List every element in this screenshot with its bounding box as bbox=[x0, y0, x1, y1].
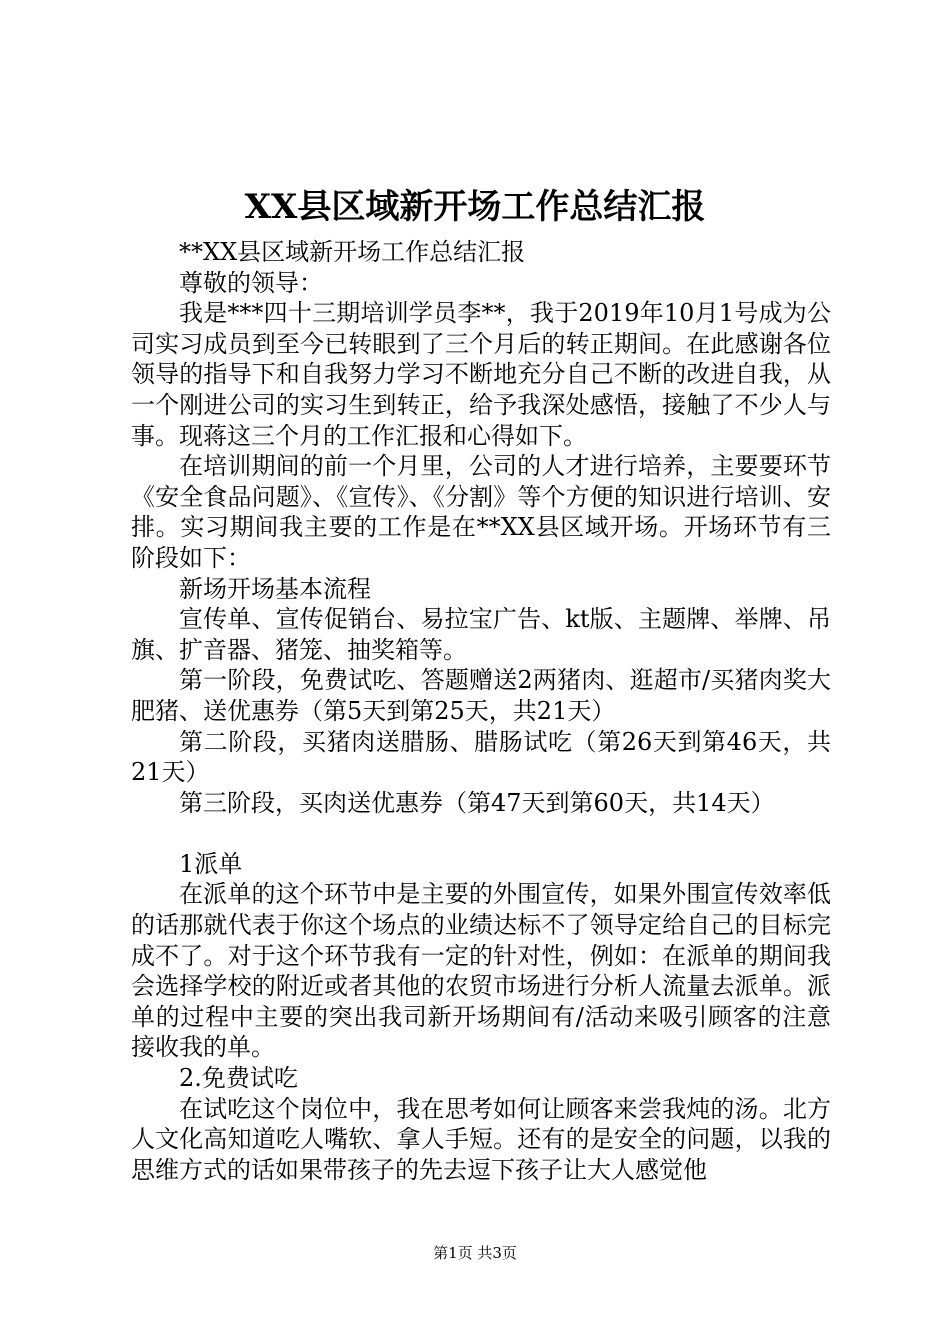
paragraph-intro: 我是***四十三期培训学员李**，我于2019年10月1号成为公司实习成员到至今已转眼到了三个月后的转正期间。在此感谢各位领导的指导下和自我努力学习不断地充分自己不断的改进自我，从一个刚进公司的实习生到转正，给予我深处感悟，接触了不少人与事。现蒋这三个月的工作汇报和心得如下。 bbox=[131, 299, 831, 450]
section-heading-tasting: 2.免费试吃 bbox=[179, 1064, 298, 1093]
paragraph-flyers: 在派单的这个环节中是主要的外围宣传，如果外围宣传效率低的话那就代表于你这个场点的业绩达标不了领导定给自己的目标完成不了。对于这个环节我有一定的针对性，例如：在派单的期间我会选择学校的附近或者其他的农贸市场进行分析人流量去派单。派单的过程中主要的突出我司新开场期间有/活动来吸引顾客的注意接收我的单。 bbox=[131, 880, 831, 1062]
paragraph-training: 在培训期间的前一个月里，公司的人才进行培养，主要要环节《安全食品问题》、《宣传》、《分割》等个方便的知识进行培训、安排。实习期间我主要的工作是在**XX县区域开场。开场环节有三阶段如下： bbox=[131, 452, 831, 572]
subtitle-line: **XX县区域新开场工作总结汇报 bbox=[179, 238, 526, 266]
blank-line bbox=[131, 818, 831, 849]
paragraph-tasting: 在试吃这个岗位中，我在思考如何让顾客来尝我炖的汤。北方人文化高知道吃人嘴软、拿人手短。还有的是安全的问题，以我的思维方式的话如果带孩子的先去逗下孩子让大人感觉他 bbox=[131, 1094, 831, 1184]
paragraph-materials: 宣传单、宣传促销台、易拉宝广告、kt版、主题牌、举牌、吊旗、扩音器、猪笼、抽奖箱等。 bbox=[131, 605, 831, 664]
document-body bbox=[131, 237, 831, 1185]
paragraph-stage-two: 第二阶段，买猪肉送腊肠、腊肠试吃（第26天到第46天，共21天） bbox=[131, 727, 831, 787]
section-heading-flyers: 1派单 bbox=[179, 849, 243, 878]
paragraph-stage-one: 第一阶段，免费试吃、答题赠送2两猪肉、逛超市/买猪肉奖大肥猪、送优惠券（第5天到第25天，共21天） bbox=[131, 666, 831, 725]
page-footer: 第1页 共3页 bbox=[433, 1244, 517, 1262]
paragraph-stage-three: 第三阶段，买肉送优惠券（第47天到第60天，共14天） bbox=[179, 788, 775, 817]
section-heading-process: 新场开场基本流程 bbox=[179, 574, 371, 603]
document-title: XX县区域新开场工作总结汇报 bbox=[244, 187, 706, 227]
salutation: 尊敬的领导： bbox=[179, 268, 323, 297]
